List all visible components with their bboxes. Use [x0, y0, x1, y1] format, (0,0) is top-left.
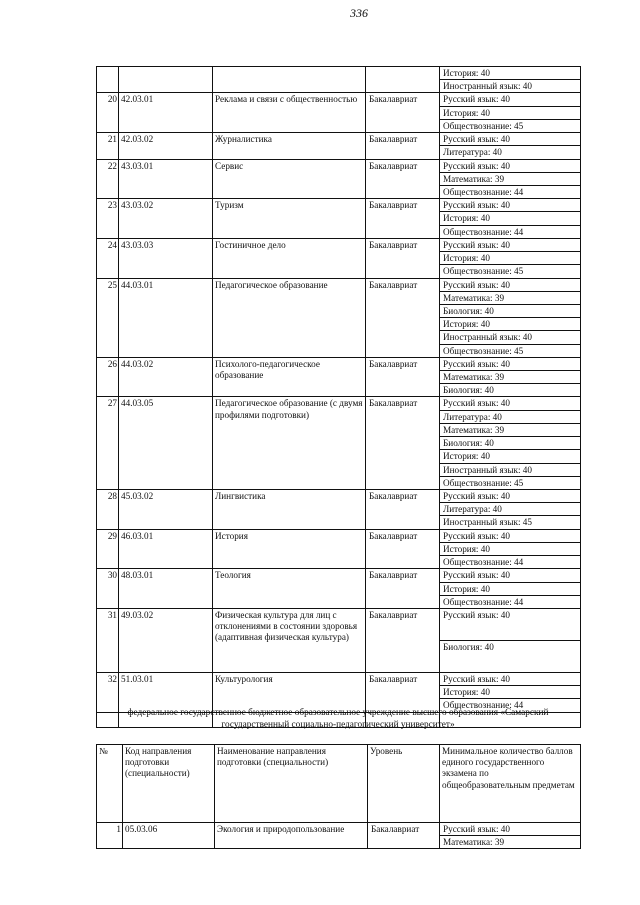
subject-score: Русский язык: 40	[440, 358, 580, 371]
row-number: 24	[97, 238, 119, 278]
admission-table	[96, 66, 581, 728]
subject-score: Биология: 40	[443, 641, 494, 652]
direction-name: История	[213, 529, 366, 569]
direction-name: Экология и природопользование	[215, 823, 368, 849]
subject-score: История: 40	[440, 107, 580, 120]
direction-code: 51.03.01	[119, 672, 213, 712]
subject-score: Математика: 39	[440, 424, 580, 437]
row-number: 32	[97, 672, 119, 712]
direction-name: Педагогическое образование	[213, 278, 366, 357]
direction-code: 44.03.01	[119, 278, 213, 357]
direction-code: 42.03.02	[119, 133, 213, 159]
table-row	[97, 569, 581, 609]
row-number: 26	[97, 357, 119, 397]
admission-table-2	[96, 744, 581, 849]
subject-scores	[440, 529, 581, 569]
subject-score: Обществознание: 44	[443, 700, 524, 711]
subject-score: Обществознание: 45	[443, 345, 524, 356]
table-row	[97, 608, 581, 672]
direction-code: 44.03.02	[119, 357, 213, 397]
subject-scores	[440, 93, 581, 133]
direction-code: 45.03.02	[119, 490, 213, 530]
subject-scores	[440, 823, 581, 849]
subject-score: Литература: 40	[443, 147, 502, 158]
direction-code: 43.03.02	[119, 199, 213, 239]
table-row	[97, 397, 581, 490]
row-number: 25	[97, 278, 119, 357]
education-level: Бакалавриат	[366, 93, 440, 133]
subject-score: Математика: 39	[440, 292, 580, 305]
subject-score: Математика: 39	[443, 837, 505, 848]
row-number: 27	[97, 397, 119, 490]
subject-score: Иностранный язык: 40	[440, 464, 580, 477]
subject-score: Биология: 40	[440, 437, 580, 450]
direction-code: 43.03.03	[119, 238, 213, 278]
subject-score: Обществознание: 45	[443, 477, 524, 488]
header-name: Наименование направления подготовки (специальности)	[215, 745, 368, 823]
subject-score: Русский язык: 40	[440, 239, 580, 252]
direction-code: 42.03.01	[119, 93, 213, 133]
row-number: 20	[97, 93, 119, 133]
table-row	[97, 93, 581, 133]
header-subjects: Минимальное количество баллов единого государственного экзамена по общеобразовательным предметам	[440, 745, 581, 823]
subject-score: Русский язык: 40	[440, 673, 580, 686]
subject-score: История: 40	[440, 67, 580, 80]
direction-code: 44.03.05	[119, 397, 213, 490]
table-row	[97, 357, 581, 397]
subject-score: Иностранный язык: 40	[443, 81, 532, 92]
row-number: 1	[97, 823, 123, 849]
subject-score: Русский язык: 40	[440, 823, 580, 836]
education-level: Бакалавриат	[366, 199, 440, 239]
subject-score: Иностранный язык: 40	[440, 331, 580, 344]
subject-scores	[440, 159, 581, 199]
subject-score: История: 40	[440, 318, 580, 331]
direction-name: Туризм	[213, 199, 366, 239]
subject-score: Обществознание: 45	[443, 266, 524, 277]
education-level: Бакалавриат	[366, 159, 440, 199]
table-row	[97, 672, 581, 712]
education-level: Бакалавриат	[368, 823, 440, 849]
table-row	[97, 490, 581, 530]
subject-score: Русский язык: 40	[440, 279, 580, 292]
table-row	[97, 238, 581, 278]
subject-score: Литература: 40	[440, 503, 580, 516]
subject-scores	[440, 133, 581, 159]
direction-code: 05.03.06	[123, 823, 215, 849]
row-number: 23	[97, 199, 119, 239]
row-number: 31	[97, 608, 119, 672]
table-row	[97, 529, 581, 569]
row-number: 28	[97, 490, 119, 530]
subject-score: Русский язык: 40	[440, 397, 580, 410]
subject-score: Обществознание: 44	[443, 226, 524, 237]
subject-score: Биология: 40	[440, 305, 580, 318]
subject-score: Биология: 40	[443, 385, 494, 396]
table-row	[97, 159, 581, 199]
direction-code: 46.03.01	[119, 529, 213, 569]
direction-name: Педагогическое образование (с двумя профилями подготовки)	[213, 397, 366, 490]
subject-score: Иностранный язык: 45	[443, 517, 532, 528]
header-level: Уровень	[368, 745, 440, 823]
header-row	[97, 745, 581, 823]
direction-code: 48.03.01	[119, 569, 213, 609]
direction-name: Физическая культура для лиц с отклонениями в состоянии здоровья (адаптивная физическая культура)	[213, 608, 366, 672]
education-level: Бакалавриат	[366, 529, 440, 569]
subject-score: История: 40	[440, 450, 580, 463]
education-level: Бакалавриат	[366, 238, 440, 278]
subject-score: Русский язык: 40	[440, 609, 580, 641]
subject-score: Русский язык: 40	[440, 490, 580, 503]
subject-score: Русский язык: 40	[440, 530, 580, 543]
direction-code: 49.03.02	[119, 608, 213, 672]
subject-score: Обществознание: 44	[443, 557, 524, 568]
education-level: Бакалавриат	[366, 490, 440, 530]
subject-score: Обществознание: 45	[443, 120, 524, 131]
page-number: 336	[350, 6, 368, 20]
subject-scores	[440, 238, 581, 278]
direction-name: Сервис	[213, 159, 366, 199]
subject-score: История: 40	[440, 252, 580, 265]
direction-name: Гостиничное дело	[213, 238, 366, 278]
education-level: Бакалавриат	[366, 569, 440, 609]
row-number: 21	[97, 133, 119, 159]
subject-scores	[440, 278, 581, 357]
subject-score: Русский язык: 40	[440, 133, 580, 146]
subject-score: Русский язык: 40	[440, 199, 580, 212]
subject-score: Математика: 39	[440, 173, 580, 186]
header-num: №	[97, 745, 123, 823]
education-level: Бакалавриат	[366, 278, 440, 357]
subject-score: История: 40	[440, 212, 580, 225]
subject-score: Математика: 39	[440, 371, 580, 384]
header-code: Код направления подготовки (специальности)	[123, 745, 215, 823]
subject-score: Обществознание: 44	[443, 596, 524, 607]
direction-name: Психолого-педагогическое образование	[213, 357, 366, 397]
subject-score: Русский язык: 40	[440, 160, 580, 173]
education-level: Бакалавриат	[366, 397, 440, 490]
table-row	[97, 199, 581, 239]
subject-scores	[440, 199, 581, 239]
subject-scores	[440, 397, 581, 490]
subject-score: История: 40	[440, 686, 580, 699]
direction-name: Лингвистика	[213, 490, 366, 530]
subject-scores	[440, 569, 581, 609]
direction-name: Культурология	[213, 672, 366, 712]
row-number: 30	[97, 569, 119, 609]
subject-scores	[440, 608, 581, 672]
subject-scores	[440, 357, 581, 397]
table-row	[97, 133, 581, 159]
subject-score: Русский язык: 40	[440, 569, 580, 582]
subject-score: История: 40	[440, 543, 580, 556]
table-row	[97, 278, 581, 357]
continuation-row	[97, 67, 581, 93]
subject-score: Русский язык: 40	[440, 93, 580, 106]
subject-scores	[440, 672, 581, 712]
direction-name: Журналистика	[213, 133, 366, 159]
subject-scores	[440, 490, 581, 530]
direction-name: Теология	[213, 569, 366, 609]
education-level: Бакалавриат	[366, 672, 440, 712]
subject-score: Обществознание: 44	[443, 186, 524, 197]
organization-title: федеральное государственное бюджетное образовательное учреждение высшего образования «Самарский государственный социально-педагогический университет»	[127, 708, 549, 730]
education-level: Бакалавриат	[366, 357, 440, 397]
direction-name: Реклама и связи с общественностью	[213, 93, 366, 133]
row-number: 22	[97, 159, 119, 199]
table-row	[97, 823, 581, 849]
direction-code: 43.03.01	[119, 159, 213, 199]
education-level: Бакалавриат	[366, 608, 440, 672]
education-level: Бакалавриат	[366, 133, 440, 159]
subject-score: История: 40	[440, 583, 580, 596]
row-number: 29	[97, 529, 119, 569]
subject-score: Литература: 40	[440, 411, 580, 424]
